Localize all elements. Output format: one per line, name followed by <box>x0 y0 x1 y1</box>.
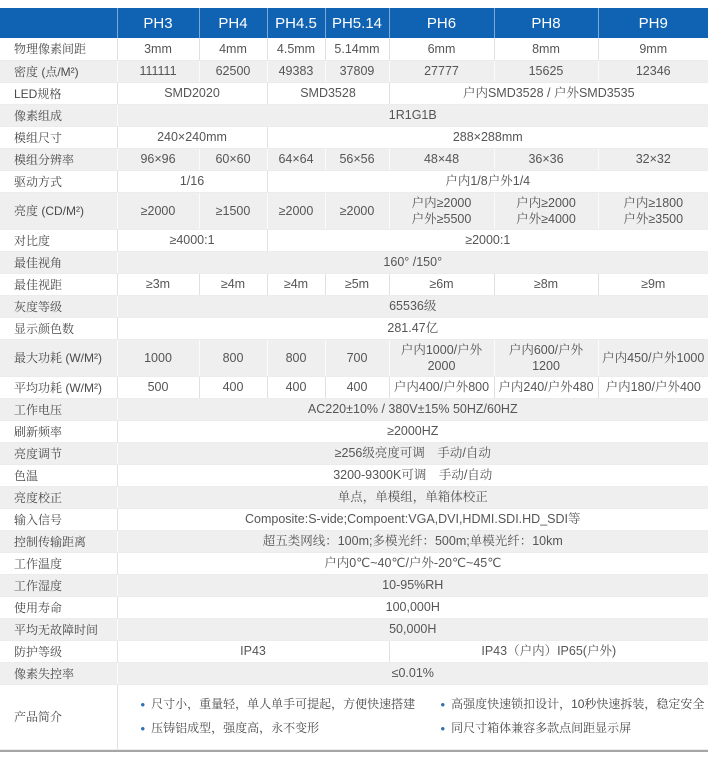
header-corner-cell <box>0 8 117 38</box>
spec-cell: 1/16 <box>117 170 267 192</box>
table-row <box>0 82 708 104</box>
spec-cell: 4mm <box>199 38 267 60</box>
row-label: 模组尺寸 <box>0 126 117 148</box>
spec-cell: 户内1/8户外1/4 <box>267 170 708 192</box>
spec-cell: ≥4m <box>267 273 325 295</box>
spec-cell: ≥2000 <box>325 192 389 229</box>
spec-cell: 400 <box>267 376 325 398</box>
spec-cell: 700 <box>325 339 389 376</box>
spec-cell: 户内≥2000 户外≥5500 <box>389 192 494 229</box>
header-row <box>0 8 708 38</box>
spec-cell: 56×56 <box>325 148 389 170</box>
spec-cell: 户内SMD3528 / 户外SMD3535 <box>389 82 708 104</box>
spec-cell: 超五类网线：100m;多模光纤：500m;单模光纤：10km <box>117 530 708 552</box>
table-row <box>0 104 708 126</box>
spec-cell: 400 <box>325 376 389 398</box>
row-label: 亮度校正 <box>0 486 117 508</box>
spec-cell: 96×96 <box>117 148 199 170</box>
spec-cell: 1R1G1B <box>117 104 708 126</box>
row-label: 产品简介 <box>0 684 117 749</box>
spec-cell: 288×288mm <box>267 126 708 148</box>
spec-cell: 5.14mm <box>325 38 389 60</box>
table-row <box>0 596 708 618</box>
table-row <box>0 126 708 148</box>
row-label: 最大功耗 (W/M²) <box>0 339 117 376</box>
spec-cell: 户内600/户外1200 <box>494 339 598 376</box>
spec-cell: 1000 <box>117 339 199 376</box>
table-row <box>0 442 708 464</box>
table-row <box>0 376 708 398</box>
spec-cell: 64×64 <box>267 148 325 170</box>
column-header-ph514: PH5.14 <box>325 8 389 38</box>
intro-bullet <box>141 717 441 741</box>
intro-bullet-text: 压铸铝成型，强度高，永不变形 <box>151 720 320 735</box>
row-label: 密度 (点/M²) <box>0 60 117 82</box>
spec-cell: 37809 <box>325 60 389 82</box>
spec-cell: ≥3m <box>117 273 199 295</box>
column-header-ph3: PH3 <box>117 8 199 38</box>
row-label: 输入信号 <box>0 508 117 530</box>
row-label: 平均功耗 (W/M²) <box>0 376 117 398</box>
spec-cell: 9mm <box>598 38 708 60</box>
spec-cell: ≥5m <box>325 273 389 295</box>
table-row <box>0 508 708 530</box>
spec-cell: ≥2000 <box>267 192 325 229</box>
table-row <box>0 251 708 273</box>
product-intro-cell <box>117 684 708 749</box>
spec-cell: ≥8m <box>494 273 598 295</box>
spec-cell: 160° /150° <box>117 251 708 273</box>
spec-cell: ≥1500 <box>199 192 267 229</box>
table-row <box>0 684 708 749</box>
spec-cell: 32×32 <box>598 148 708 170</box>
spec-cell: 281.47亿 <box>117 317 708 339</box>
spec-cell: ≥6m <box>389 273 494 295</box>
table-row <box>0 170 708 192</box>
spec-cell: 36×36 <box>494 148 598 170</box>
row-label: 像素组成 <box>0 104 117 126</box>
intro-bullet <box>441 693 708 717</box>
table-row <box>0 640 708 662</box>
spec-cell: 户内180/户外400 <box>598 376 708 398</box>
spec-cell: 65536级 <box>117 295 708 317</box>
table-row <box>0 618 708 640</box>
column-header-ph9: PH9 <box>598 8 708 38</box>
spec-cell: AC220±10% / 380V±15% 50HZ/60HZ <box>117 398 708 420</box>
spec-cell: 4.5mm <box>267 38 325 60</box>
table-row <box>0 530 708 552</box>
spec-cell: 户内≥1800 户外≥3500 <box>598 192 708 229</box>
row-label: 工作湿度 <box>0 574 117 596</box>
spec-cell: ≥2000HZ <box>117 420 708 442</box>
table-row <box>0 295 708 317</box>
row-label: 灰度等级 <box>0 295 117 317</box>
intro-bullet-text: 同尺寸箱体兼容多款点间距显示屏 <box>451 720 632 735</box>
row-label: 亮度调节 <box>0 442 117 464</box>
table-row <box>0 420 708 442</box>
column-header-ph8: PH8 <box>494 8 598 38</box>
spec-cell: 500 <box>117 376 199 398</box>
spec-cell: 50,000H <box>117 618 708 640</box>
row-label: 控制传输距离 <box>0 530 117 552</box>
spec-cell: IP43 <box>117 640 389 662</box>
spec-cell: ≥4m <box>199 273 267 295</box>
intro-bullet-text: 尺寸小，重量轻，单人单手可提起，方便快速搭建 <box>151 696 416 711</box>
bullet-dot-icon: • <box>140 696 146 712</box>
spec-cell: IP43（户内）IP65(户外) <box>389 640 708 662</box>
spec-cell: 户内≥2000 户外≥4000 <box>494 192 598 229</box>
table-row <box>0 464 708 486</box>
spec-cell: ≥2000 <box>117 192 199 229</box>
table-row <box>0 339 708 376</box>
spec-cell: 户内450/户外1000 <box>598 339 708 376</box>
column-header-ph6: PH6 <box>389 8 494 38</box>
row-label: 最佳视角 <box>0 251 117 273</box>
row-label: 色温 <box>0 464 117 486</box>
row-label: 亮度 (CD/M²) <box>0 192 117 229</box>
spec-cell: 户内1000/户外2000 <box>389 339 494 376</box>
spec-cell: 6mm <box>389 38 494 60</box>
column-header-ph45: PH4.5 <box>267 8 325 38</box>
row-label: 最佳视距 <box>0 273 117 295</box>
table-row <box>0 662 708 684</box>
table-row <box>0 60 708 82</box>
table-row <box>0 273 708 295</box>
table-row <box>0 574 708 596</box>
row-label: 对比度 <box>0 229 117 251</box>
spec-cell: 60×60 <box>199 148 267 170</box>
spec-cell: 800 <box>267 339 325 376</box>
column-header-ph4: PH4 <box>199 8 267 38</box>
row-label: 平均无故障时间 <box>0 618 117 640</box>
spec-cell: 10-95%RH <box>117 574 708 596</box>
bullet-dot-icon: • <box>440 696 446 712</box>
spec-cell: ≥9m <box>598 273 708 295</box>
table-row <box>0 552 708 574</box>
bullet-dot-icon: • <box>440 720 446 736</box>
spec-cell: SMD2020 <box>117 82 267 104</box>
spec-cell: 15625 <box>494 60 598 82</box>
intro-bullet <box>441 717 708 741</box>
intro-column-right <box>441 693 708 741</box>
table-row <box>0 38 708 60</box>
intro-bullet-text: 高强度快速锁扣设计，10秒快速拆装，稳定安全 <box>451 696 705 711</box>
intro-bullet <box>141 693 441 717</box>
spec-cell: 27777 <box>389 60 494 82</box>
table-row <box>0 229 708 251</box>
row-label: 显示颜色数 <box>0 317 117 339</box>
row-label: 驱动方式 <box>0 170 117 192</box>
spec-cell: ≥2000:1 <box>267 229 708 251</box>
spec-cell: ≥4000:1 <box>117 229 267 251</box>
spec-cell: 100,000H <box>117 596 708 618</box>
spec-cell: 48×48 <box>389 148 494 170</box>
spec-table <box>0 8 708 750</box>
spec-cell: 3mm <box>117 38 199 60</box>
spec-cell: ≤0.01% <box>117 662 708 684</box>
row-label: 工作温度 <box>0 552 117 574</box>
row-label: 使用寿命 <box>0 596 117 618</box>
bullet-dot-icon: • <box>140 720 146 736</box>
row-label: 工作电压 <box>0 398 117 420</box>
row-label: 模组分辨率 <box>0 148 117 170</box>
row-label: 像素失控率 <box>0 662 117 684</box>
row-label: 防护等级 <box>0 640 117 662</box>
spec-cell: 户内400/户外800 <box>389 376 494 398</box>
spec-cell: SMD3528 <box>267 82 389 104</box>
spec-cell: 240×240mm <box>117 126 267 148</box>
row-label: 物理像素间距 <box>0 38 117 60</box>
spec-cell: 8mm <box>494 38 598 60</box>
spec-cell: 3200-9300K可调 手动/自动 <box>117 464 708 486</box>
table-row <box>0 148 708 170</box>
table-row <box>0 317 708 339</box>
product-intro <box>118 693 708 741</box>
spec-cell: 12346 <box>598 60 708 82</box>
table-row <box>0 486 708 508</box>
spec-cell: 户内240/户外480 <box>494 376 598 398</box>
spec-cell: 111111 <box>117 60 199 82</box>
spec-cell: 单点，单模组，单箱体校正 <box>117 486 708 508</box>
row-label: LED规格 <box>0 82 117 104</box>
spec-cell: 户内0℃~40℃/户外-20℃~45℃ <box>117 552 708 574</box>
row-label: 刷新频率 <box>0 420 117 442</box>
table-row <box>0 398 708 420</box>
spec-cell: 800 <box>199 339 267 376</box>
spec-cell: Composite:S-vide;Compoent:VGA,DVI,HDMI.SDI.HD_SDI等 <box>117 508 708 530</box>
spec-cell: ≥256级亮度可调 手动/自动 <box>117 442 708 464</box>
spec-cell: 400 <box>199 376 267 398</box>
spec-cell: 49383 <box>267 60 325 82</box>
table-row <box>0 192 708 229</box>
intro-column-left <box>141 693 441 741</box>
spec-cell: 62500 <box>199 60 267 82</box>
